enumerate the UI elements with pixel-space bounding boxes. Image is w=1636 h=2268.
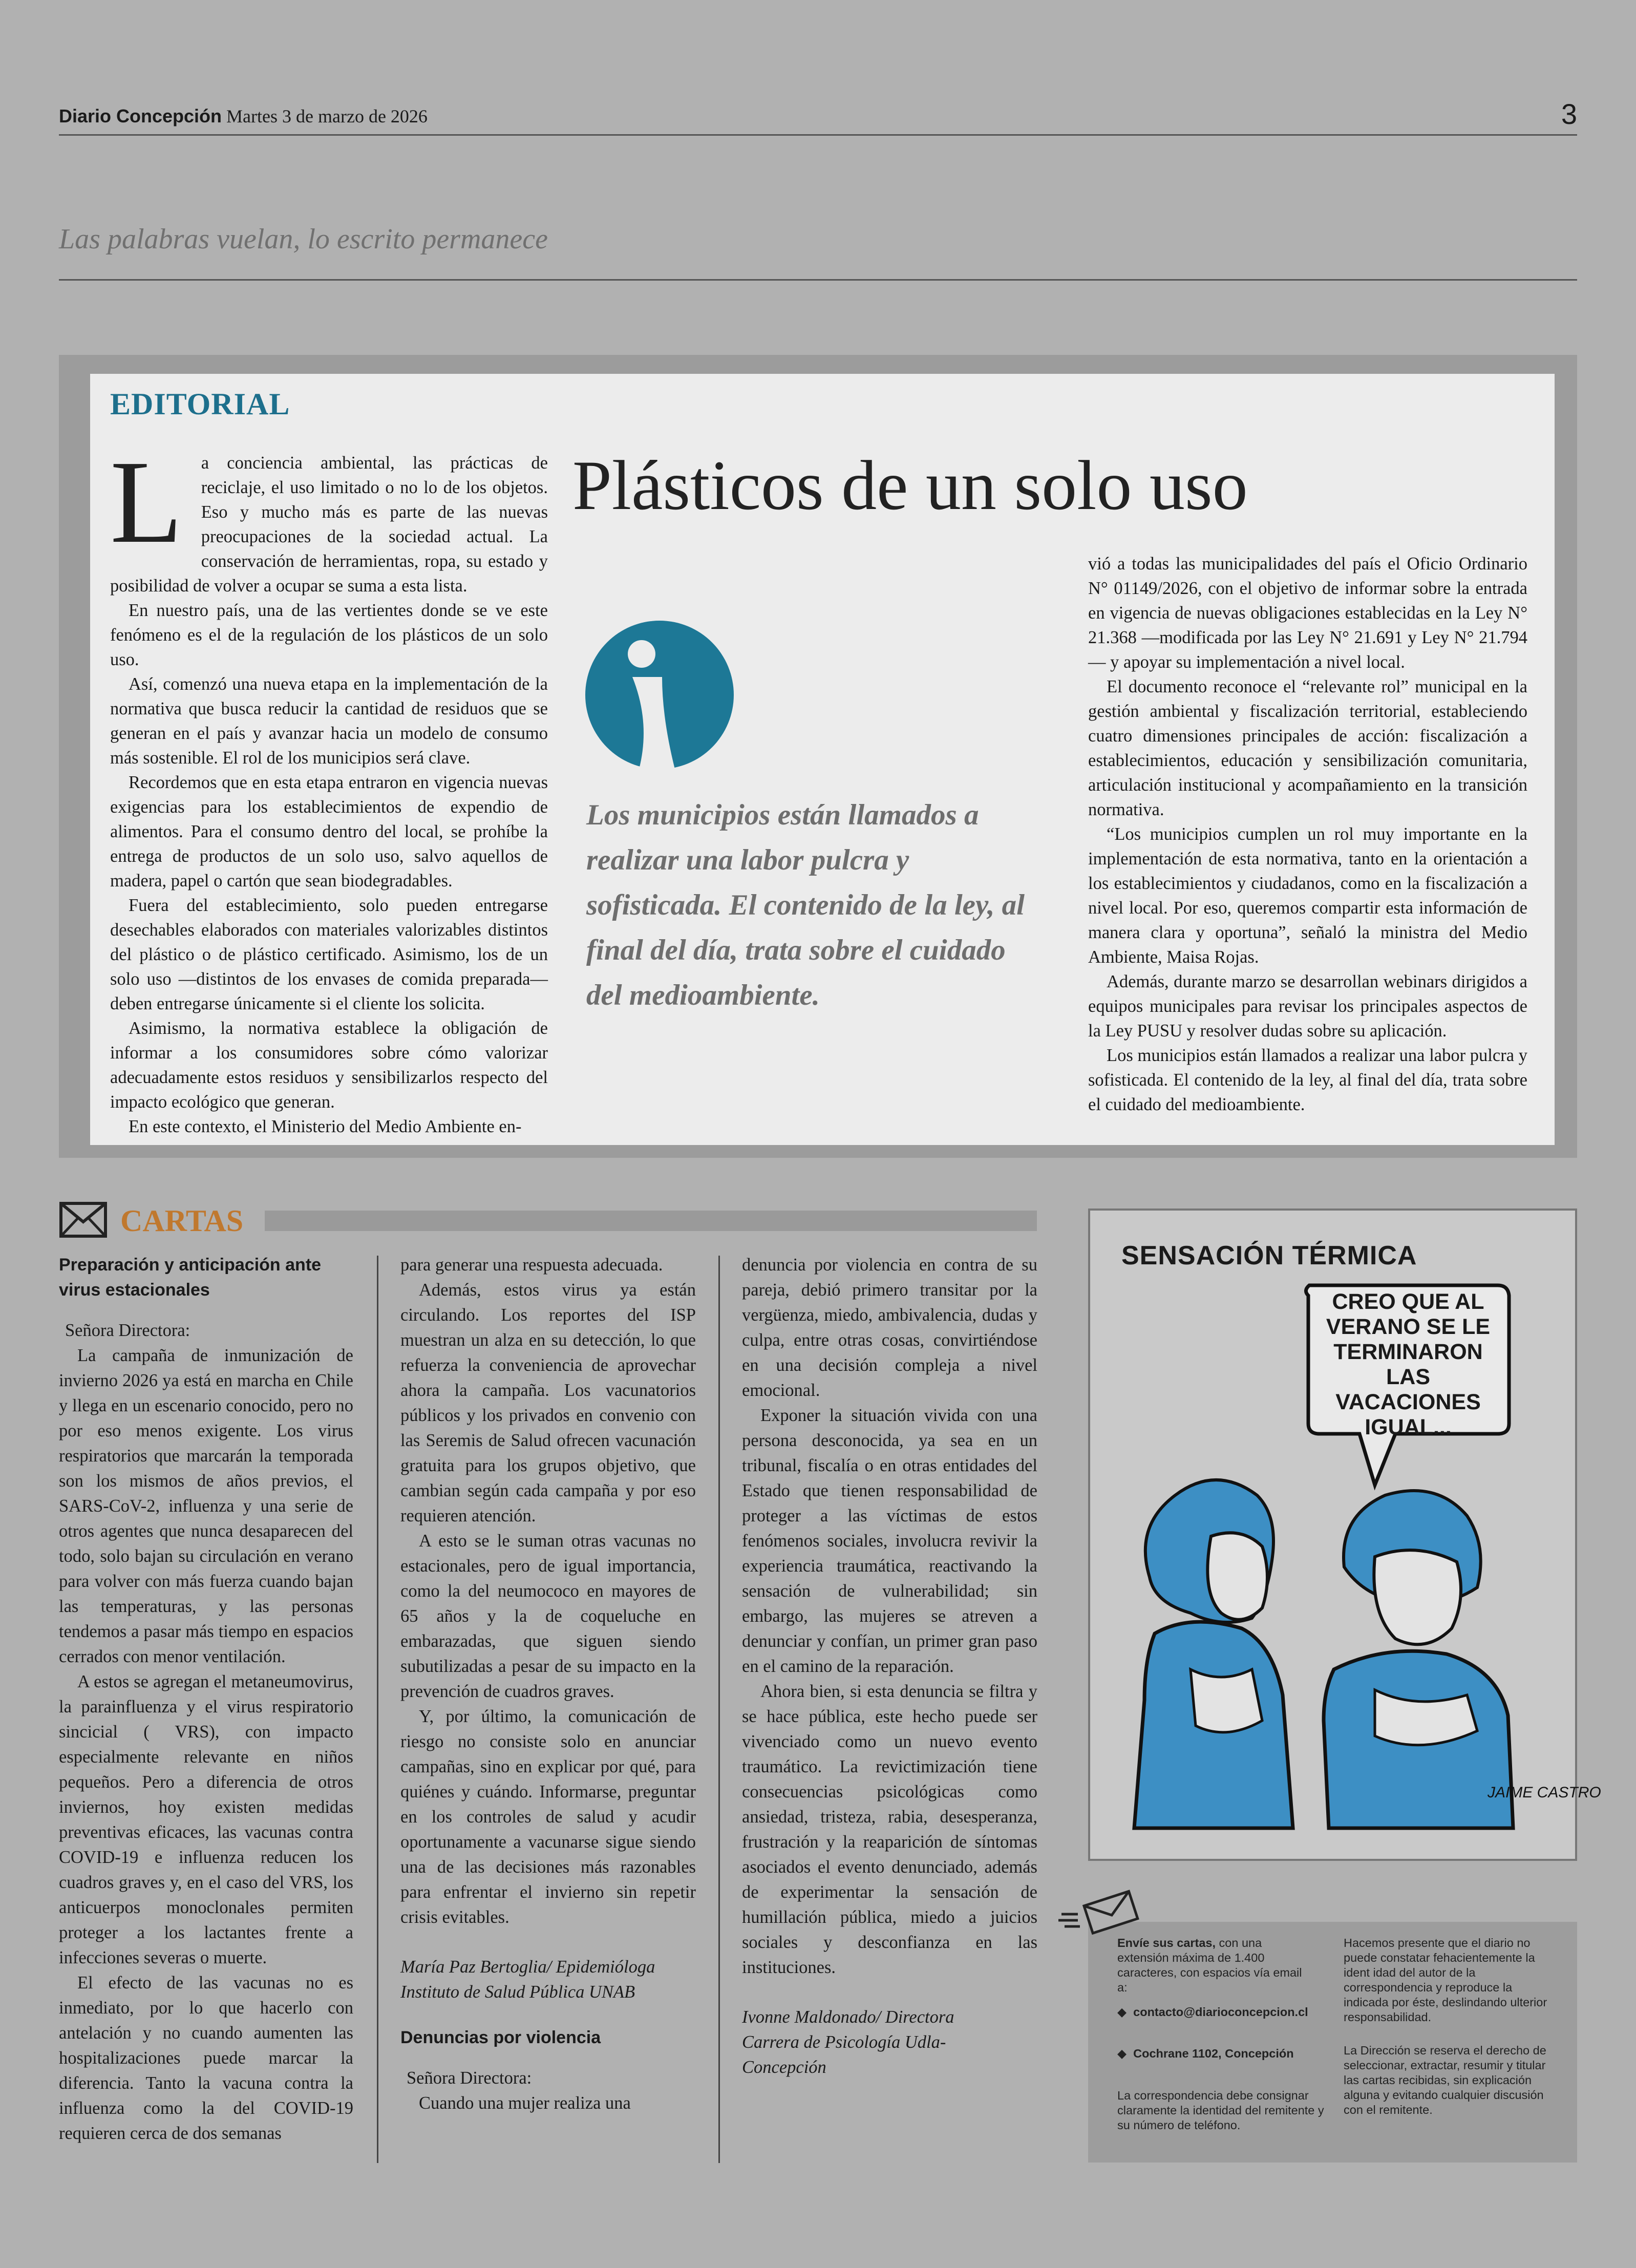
issue-date: Martes 3 de marzo de 2026	[226, 106, 428, 126]
cartoon-title: SENSACIÓN TÉRMICA	[1121, 1241, 1417, 1270]
editorial-label: EDITORIAL	[110, 387, 290, 421]
mail-icon	[59, 1201, 108, 1238]
letters-requirement: La correspondencia debe consignar claramente la identidad del remitente y su número de teléfono.	[1117, 2089, 1324, 2132]
letters-notice-1: Hacemos presente que el diario no puede constatar fehacientemente la ident idad del autor de la correspondencia y reproduce la indicada por éste, deslindando ulterior responsabilidad.	[1344, 1936, 1547, 2024]
letter-salutation: Señora Directora:	[65, 1321, 190, 1340]
letter-paragraph: denuncia por violencia en contra de su pareja, debió primero transitar por la vergüenza, miedo, ambivalencia, dudas y culpa, entre otras cosas, convirtiéndose en una decisión compleja a nivel emocional.	[742, 1255, 1037, 1400]
cartoon-signature: JAIME CASTRO	[1488, 1784, 1601, 1801]
editorial-paragraph: El documento reconoce el “relevante rol” municipal en la gestión ambiental y fiscalización territorial, estableciendo cuatro dimensiones principales de acción: fiscalización a establecimientos, educación y sensibilización comunitaria, articulación institucional y acompañamiento en la transición normativa.	[1088, 677, 1527, 819]
letters-email[interactable]: contacto@diarioconcepcion.cl	[1133, 2005, 1308, 2019]
letter-paragraph: La campaña de inmunización de invierno 2026 ya está en marcha en Chile y llega en un escenario conocido, pero no por eso menos exigente. Los virus respiratorios que marcarán la temporada son los mismos de años previos, el SARS-CoV-2, influenza y una serie de otros agentes que nunca desaparecen del todo, solo bajan su circulación en verano para volver con más fuerza cuando bajan las temperaturas, y las personas tendemos a pasar más tiempo en espacios cerrados con menor ventilación.	[59, 1346, 353, 1666]
paper-name: Diario Concepción	[59, 105, 222, 126]
masthead	[59, 105, 428, 127]
column-divider	[718, 1256, 720, 2163]
column-divider	[377, 1256, 378, 2163]
editorial-paragraph: Además, durante marzo se desarrollan webinars dirigidos a equipos municipales para revisar los principales aspectos de la Ley PUSU y resolver dudas sobre su aplicación.	[1088, 972, 1527, 1041]
letter-signature	[400, 1955, 696, 2005]
letter-paragraph: Además, estos virus ya están circulando. Los reportes del ISP muestran un alza en su detección, lo que refuerza la conveniencia de aprovechar ahora la campaña. Los vacunatorios públicos y los privados en convenio con las Seremis de Salud ofrecen vacunación gratuita para los grupos objetivo, que cambian según cada campaña y por eso requieren atención.	[400, 1280, 696, 1525]
letter-paragraph: Ahora bien, si esta denuncia se filtra y se hace pública, este hecho puede ser vivenciado como un nuevo evento traumático. La revictimización tiene consecuencias psicológicas como ansiedad, tristeza, rabia, desesperanza, frustración y la reaparición de síntomas asociados el evento denunciado, además de experimentar la sensación de humillación pública, miedo a juicios sociales y desconfianza en las instituciones.	[742, 1682, 1037, 1977]
letter-paragraph: Y, por último, la comunicación de riesgo no consiste solo en anunciar campañas, sino en explicar por qué, para quiénes y cuándo. Informarse, preguntar en los controles de salud y acudir oportunamente a vacunarse sigue siendo una de las decisiones más razonables para enfrentar el invierno sin repetir crisis evitables.	[400, 1707, 696, 1927]
letter-paragraph: A esto se le suman otras vacunas no estacionales, pero de igual importancia, como la del neumococo en mayores de 65 años y la de coqueluche en embarazadas, que siguen siendo subutilizadas a pesar de su impacto en la prevención de cuadros graves.	[400, 1531, 696, 1701]
editorial-title: Plásticos de un solo uso	[572, 446, 1248, 524]
editorial-paragraph: vió a todas las municipalidades del país el Oficio Ordinario N° 01149/2026, con el objetivo de informar sobre la entrada en vigencia de nuevas obligaciones establecidas en la Ley N° 21.368 —modificada por las Ley N° 21.691 y Ley N° 21.794— y apoyar su implementación a nivel local.	[1088, 554, 1527, 672]
letters-send-instructions	[1117, 1936, 1314, 1995]
signature-line: Concepción	[742, 2058, 826, 2077]
signature-line: Carrera de Psicología Udla-	[742, 2032, 946, 2052]
editorial-pullquote: Los municipios están llamados a realizar una labor pulcra y sofisticada. El contenido de la ley, al final del día, trata sobre el cuidado del medioambiente.	[586, 799, 1025, 1011]
cartas-label: CARTAS	[120, 1204, 244, 1238]
send-rest: con una extensión máxima de 1.400 caracteres, con espacios vía email a:	[1117, 1936, 1302, 1994]
editorial-paragraph: Los municipios están llamados a realizar una labor pulcra y sofisticada. El contenido de la ley, al final del día, trata sobre el cuidado del medioambiente.	[1088, 1046, 1527, 1114]
editorial-paragraph: Recordemos que en esta etapa entraron en vigencia nuevas exigencias para los establecimientos de expendio de alimentos. Para el consumo dentro del local, se prohíbe la entrega de productos de un solo uso, salvo aquellos de madera, papel o cartón que sean biodegradables.	[110, 773, 548, 891]
section-motto: Las palabras vuelan, lo escrito permanece	[59, 223, 548, 255]
send-bold: Envíe sus cartas,	[1117, 1936, 1216, 1949]
letters-address-line	[1117, 2046, 1322, 2061]
letter-title: Preparación y anticipación ante virus estacionales	[59, 1255, 322, 1300]
letter-paragraph: El efecto de las vacunas no es inmediato, por lo que hacerlo con antelación y no cuando aumenten las hospitalizaciones puede marcar la diferencia. Tanto la vacuna contra la influenza como la del COVID-19 requieren cerca de dos semanas	[59, 1973, 353, 2143]
header-rule	[59, 134, 1577, 136]
bullet-diamond-icon: ◆	[1117, 2005, 1127, 2019]
letters-email-line	[1117, 2005, 1322, 2020]
letter-paragraph: Exponer la situación vivida con una persona desconocida, ya sea en un tribunal, fiscalía o en otras entidades del Estado que tienen responsabilidad de proteger a las víctimas de estos fenómenos sociales, involucra revivir la experiencia traumática, reactivando la sensación de vulnerabilidad; sin embargo, las mujeres se atreven a denunciar y confían, un primer gran paso en el camino de la reparación.	[742, 1406, 1037, 1676]
letters-column-1	[59, 1253, 353, 2146]
letter-signature	[742, 2005, 1037, 2080]
bullet-diamond-icon: ◆	[1117, 2047, 1127, 2060]
editorial-paragraph: En nuestro país, una de las vertientes donde se ve este fenómeno es el de la regulación de los plásticos de un solo uso.	[110, 601, 548, 669]
editorial-column-1	[110, 436, 548, 1139]
info-icon	[585, 621, 734, 769]
letters-column-3	[742, 1253, 1037, 2080]
letter-title: Denuncias por violencia	[400, 2028, 601, 2047]
cartoon-speech-bubble: CREO QUE AL VERANO SE LE TERMINARON LAS VACACIONES IGUAL...	[1326, 1289, 1491, 1439]
page-number: 3	[1561, 98, 1577, 130]
letters-column-2	[400, 1253, 696, 2116]
signature-line: Instituto de Salud Pública UNAB	[400, 1982, 635, 2002]
letter-paragraph: Cuando una mujer realiza una	[419, 2093, 631, 2113]
editorial-paragraph: Así, comenzó una nueva etapa en la implementación de la normativa que busca reducir la cantidad de residuos que se generan en el país y avanzar hacia un modelo de consumo más sostenible. El rol de los municipios será clave.	[110, 674, 548, 768]
editorial-paragraph: “Los municipios cumplen un rol muy importante en la implementación de esta normativa, tanto en la orientación a los establecimientos y ciudadanos, como en la fiscalización a nivel local. Por eso, queremos compartir esta información de manera clara y oportuna”, señaló la ministra del Medio Ambiente, Maisa Rojas.	[1088, 824, 1527, 967]
editorial-paragraph: Asimismo, la normativa establece la obligación de informar a los consumidores sobre cómo valorizar adecuadamente estos residuos y sensibilizarlos respecto del impacto ecológico que generan.	[110, 1019, 548, 1112]
envelope-icon	[1057, 1889, 1139, 1935]
editorial-paragraph: En este contexto, el Ministerio del Medio Ambiente en-	[129, 1117, 522, 1136]
editorial-paragraph: Fuera del establecimiento, solo pueden entregarse desechables elaborados con materiales valorizables distintos del plástico o de plástico certificado. Asimismo, los de un solo uso —distintos de los envases de comida preparada— deben entregarse únicamente si el cliente los solicita.	[110, 896, 548, 1013]
letters-address: Cochrane 1102, Concepción	[1133, 2047, 1294, 2060]
editorial-paragraph: a conciencia ambiental, las prácticas de reciclaje, el uso limitado o no lo de los objetos. Eso y mucho más es parte de las nuevas preocupaciones de la sociedad actual. La conservación de herramientas, ropa, su estado y posibilidad de volver a ocupar se suma a esta lista.	[110, 453, 548, 596]
letters-notice-2: La Dirección se reserva el derecho de seleccionar, extractar, resumir y titular las cartas recibidas, sin explicación alguna y evitando cualquier discusión con el remitente.	[1344, 2044, 1546, 2116]
drop-cap: L	[110, 436, 183, 568]
signature-line: María Paz Bertoglia/ Epidemióloga	[400, 1957, 655, 1977]
signature-line: Ivonne Maldonado/ Directora	[742, 2007, 954, 2027]
editorial-column-3	[1088, 552, 1527, 1117]
cartas-bar	[265, 1211, 1037, 1231]
letter-paragraph: para generar una respuesta adecuada.	[400, 1255, 663, 1275]
letter-paragraph: A estos se agregan el metaneumovirus, la parainfluenza y el virus respiratorio sincicial ( VRS), con impacto especialmente relevante en niños pequeños. Pero a diferencia de otros inviernos, hoy existen medidas preventivas eficaces, las vacunas contra COVID-19 e influenza reducen los cuadros graves y, en el caso del VRS, los anticuerpos monoclonales permiten proteger a los lactantes frente a infecciones severas o muerte.	[59, 1672, 353, 1967]
motto-rule	[59, 279, 1577, 281]
letter-salutation: Señora Directora:	[407, 2068, 532, 2088]
